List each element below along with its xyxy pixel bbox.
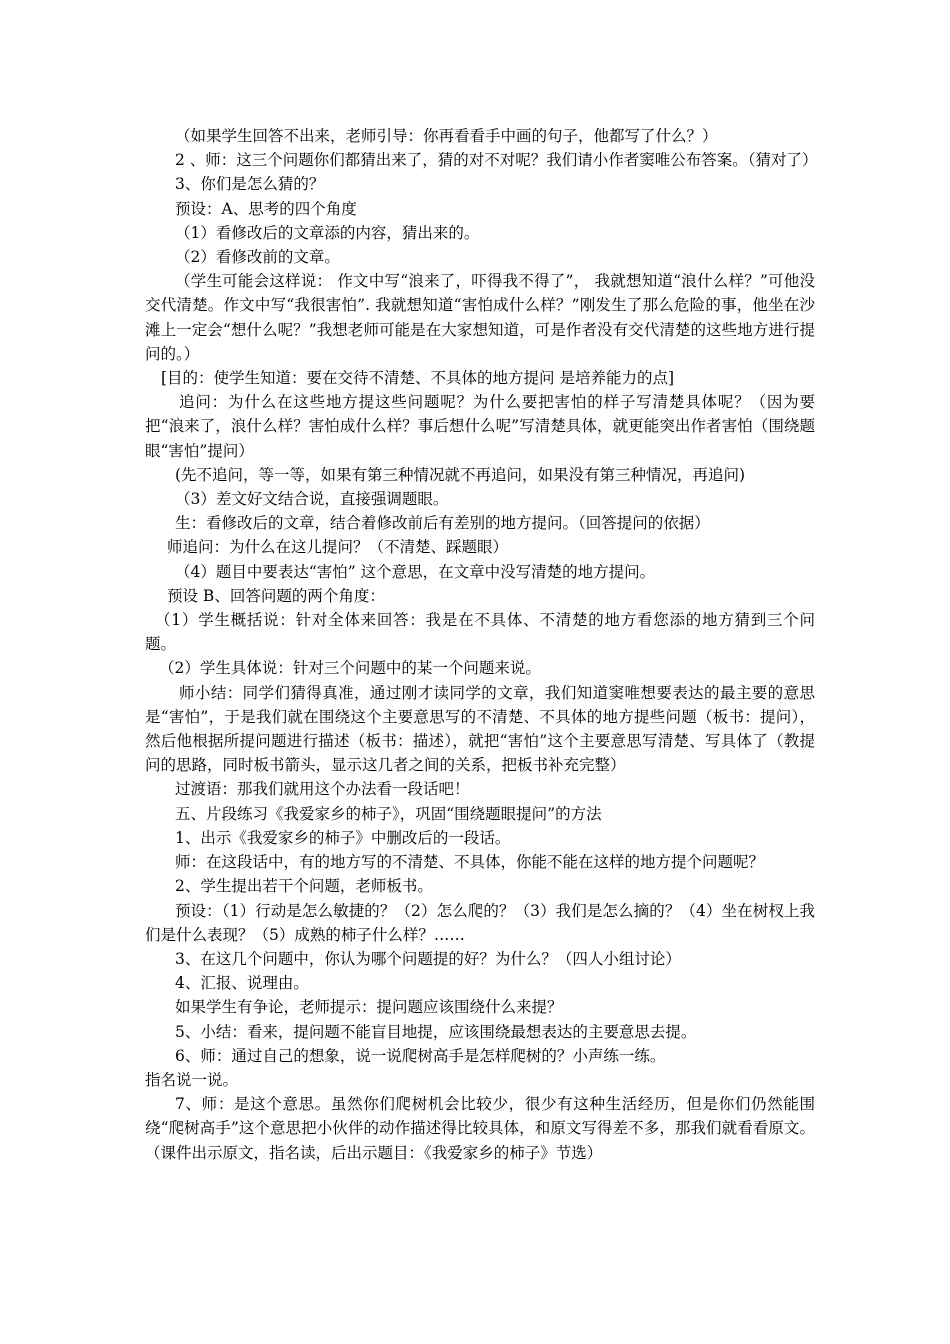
- document-body: [145, 124, 818, 1165]
- paragraph: 预设：A、思考的四个角度: [175, 199, 357, 218]
- paragraph: （2）学生具体说：针对三个问题中的某一个问题来说。: [159, 659, 541, 678]
- paragraph: 1、出示《我爱家乡的柿子》中删改后的一段话。: [175, 828, 511, 847]
- paragraph: （如果学生回答不出来，老师引导：你再看看手中画的句子，他都写了什么？）: [175, 127, 718, 145]
- paragraph: 指名说一说。: [145, 1070, 239, 1089]
- paragraph: 过渡语：那我们就用这个办法看一段话吧！: [175, 780, 470, 799]
- paragraph: 预设：（1）行动是怎么敏捷的？（2）怎么爬的？（3）我们是怎么摘的？（4）坐在树杈上我们是什么表现？（5）成熟的柿子什么样？……: [145, 901, 815, 944]
- paragraph: （3）差文好文结合说，直接强调题眼。: [175, 490, 449, 509]
- paragraph: 师小结：同学们猜得真准，通过刚才读同学的文章，我们知道窦唯想要表达的最主要的意思是“害怕”，于是我们就在围绕这个主要意思写的不清楚、不具体的地方提些问题（板书：提问），然后他根据所提问题进行描述（板书：描述），就把“害怕”这个主要意思写清楚、写具体了（教提问的思路，同时板书箭头，显示这几者之间的关系，把板书补充完整）: [145, 683, 815, 775]
- paragraph: （学生可能会这样说： 作文中写“浪来了，吓得我不得了”， 我就想知道“浪什么样？”可他没交代清楚。作文中写“我很害怕”. 我就想知道“害怕成什么样？”刚发生了那么危险的事，他坐在沙滩上一定会“想什么呢？”我想老师可能是在大家想知道，可是作者没有交代清楚的这些地方进行提问的。）: [145, 272, 815, 363]
- paragraph: 2、学生提出若干个问题，老师板书。: [175, 877, 433, 896]
- paragraph: 2 、师：这三个问题你们都猜出来了，猜的对不对呢？我们请小作者窦唯公布答案。（猜对了）: [175, 151, 818, 170]
- paragraph: 追问：为什么在这些地方提这些问题呢？为什么要把害怕的样子写清楚具体呢？（因为要把“浪来了，浪什么样？害怕成什么样？事后想什么呢”写清楚具体，就更能突出作者害怕（围绕题眼“害怕”提问）: [145, 393, 815, 460]
- paragraph: (先不追问，等一等，如果有第三种情况就不再追问，如果没有第三种情况，再追问): [175, 465, 746, 484]
- paragraph: 预设 B、回答问题的两个角度：: [167, 586, 385, 605]
- paragraph: （4）题目中要表达“害怕” 这个意思，在文章中没写清楚的地方提问。: [175, 562, 656, 581]
- paragraph: 3、你们是怎么猜的？: [175, 175, 325, 194]
- paragraph: [目的：使学生知道：要在交待不清楚、不具体的地方提问 是培养能力的点]: [161, 369, 675, 388]
- paragraph: 生：看修改后的文章，结合着修改前后有差别的地方提问。（回答提问的依据）: [175, 514, 710, 533]
- paragraph: （1）看修改后的文章添的内容，猜出来的。: [175, 223, 480, 242]
- paragraph: （2）看修改前的文章。: [175, 248, 340, 267]
- paragraph: 7、师：是这个意思。虽然你们爬树机会比较少，很少有这种生活经历，但是你们仍然能围绕“爬树高手”这个意思把小伙伴的动作描述得比较具体，和原文写得差不多，那我们就看看原文。（课件出示原文，指名读，后出示题目：《我爱家乡的柿子》节选）: [145, 1095, 815, 1162]
- paragraph: 6、师：通过自己的想象，说一说爬树高手是怎样爬树的？小声练一练。: [175, 1046, 666, 1065]
- paragraph: 4、汇报、说理由。: [175, 974, 309, 993]
- paragraph: 3、在这几个问题中，你认为哪个问题提的好？为什么？（四人小组讨论）: [175, 949, 681, 968]
- paragraph: （1）学生概括说：针对全体来回答：我是在不具体、不清楚的地方看您添的地方猜到三个问题。: [145, 611, 815, 654]
- paragraph: 师追问：为什么在这儿提问？（不清楚、踩题眼）: [167, 538, 509, 557]
- paragraph: 五、片段练习《我爱家乡的柿子》，巩固“围绕题眼提问”的方法: [175, 804, 602, 823]
- paragraph: 5、小结：看来，提问题不能盲目地提，应该围绕最想表达的主要意思去提。: [175, 1022, 697, 1041]
- paragraph: 如果学生有争论，老师提示：提问题应该围绕什么来提？: [175, 998, 563, 1017]
- paragraph: 师：在这段话中，有的地方写的不清楚、不具体，你能不能在这样的地方提个问题呢？: [175, 853, 765, 872]
